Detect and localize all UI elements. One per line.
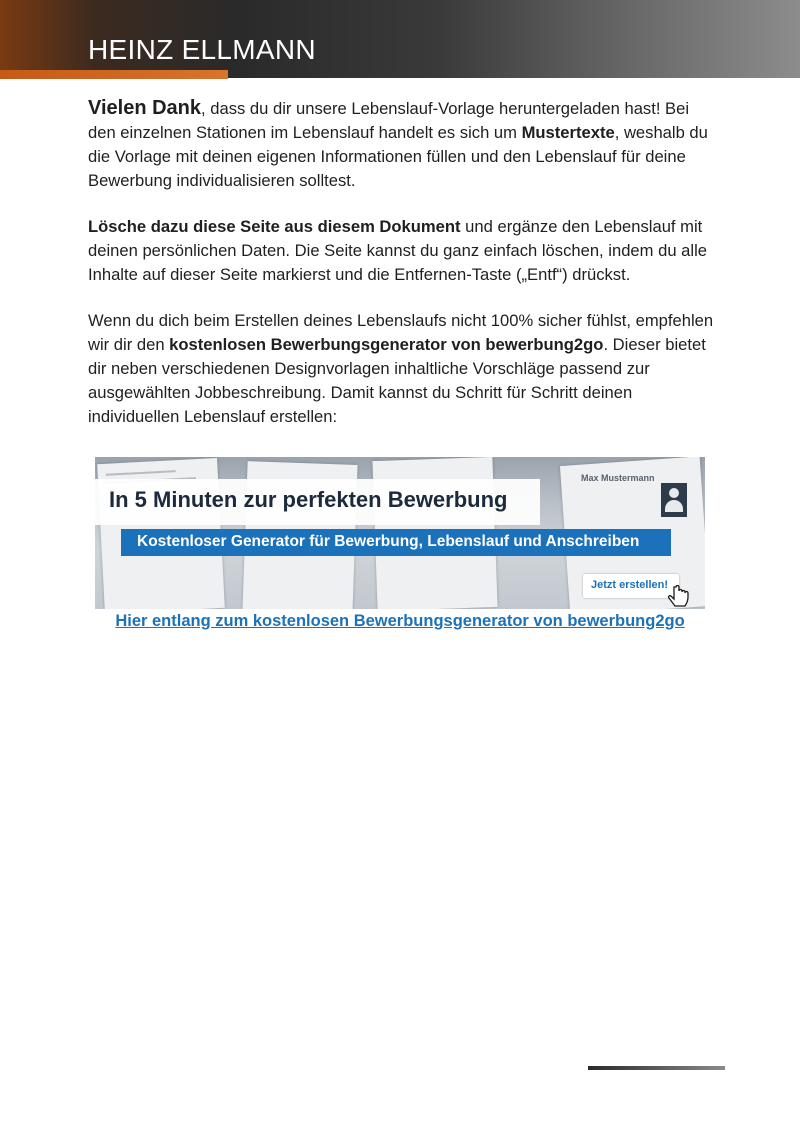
document-owner-name: HEINZ ELLMANN	[88, 34, 316, 65]
avatar-icon	[661, 483, 687, 517]
header-accent-bar	[0, 70, 228, 79]
intro-lead: Vielen Dank	[88, 97, 202, 119]
pointer-hand-icon	[667, 585, 691, 609]
document-body	[88, 96, 718, 451]
generator-paragraph: Wenn du dich beim Erstellen deines Lebenslaufs nicht 100% sicher fühlst, empfehlen wir dir den kostenlosen Bewerbungsgenerator von bewerbung2go. Dieser bietet dir neben verschiedenen Designvorlagen inhaltliche Vorschläge passend zur ausgewählten Jobbeschreibung. Damit kannst du Schritt für Schritt deinen individuellen Lebenslauf erstellen:	[88, 311, 714, 426]
generator-link[interactable]: Hier entlang zum kostenlosen Bewerbungsgenerator von bewerbung2go	[115, 612, 685, 630]
create-now-button[interactable]: Jetzt erstellen!	[583, 574, 679, 598]
banner-subtitle: Kostenloser Generator für Bewerbung, Lebenslauf und Anschreiben	[121, 529, 671, 556]
delete-instruction-paragraph: Lösche dazu diese Seite aus diesem Dokument und ergänze den Lebenslauf mit deinen persönlichen Daten. Die Seite kannst du ganz einfach löschen, indem du alle Inhalte auf dieser Seite markierst und die Entfernen-Taste („Entf“) drückst.	[88, 217, 707, 284]
footer-divider	[588, 1066, 725, 1070]
banner-title: In 5 Minuten zur perfekten Bewerbung	[95, 479, 540, 525]
generator-banner[interactable]	[95, 457, 705, 609]
intro-paragraph: Vielen Dank, dass du dir unsere Lebenslauf-Vorlage heruntergeladen hast! Bei den einzelnen Stationen im Lebenslauf handelt es sich um Mustertexte, weshalb du die Vorlage mit deinen eigenen Informationen füllen und den Lebenslauf für deine Bewerbung individualisieren solltest.	[88, 97, 708, 190]
sample-cv-name: Max Mustermann	[581, 473, 655, 483]
